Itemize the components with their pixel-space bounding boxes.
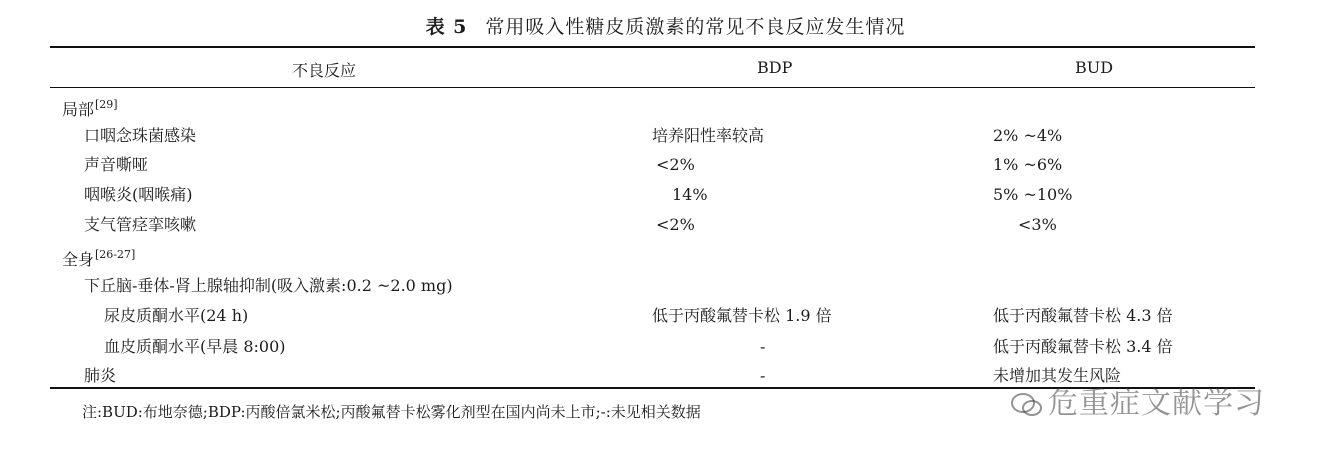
row-label: 口咽念珠菌感染 (84, 126, 197, 145)
row-label: 咽喉炎(咽喉痛) (84, 185, 193, 204)
row-label: 下丘脑-垂体-肾上腺轴抑制(吸入激素:0.2 ~2.0 mg) (84, 276, 453, 295)
wechat-icon (1010, 392, 1044, 418)
citation: [29] (95, 98, 118, 111)
column-header-bud: BUD (1075, 58, 1114, 77)
row-bdp-value: - (760, 337, 766, 356)
row-bdp-value: - (760, 366, 766, 385)
row-bud-value: 低于丙酸氟替卡松 4.3 倍 (993, 306, 1173, 325)
watermark-text: 危重症文献学习 (1048, 386, 1265, 421)
row-bdp-value: <2% (656, 155, 695, 174)
table-number: 表 5 (425, 16, 468, 38)
column-header-adverse-reaction: 不良反应 (292, 61, 357, 80)
table-row-section-local (62, 94, 118, 119)
row-bdp-value: <2% (656, 215, 695, 234)
row-bdp-value: 培养阳性率较高 (652, 126, 765, 145)
row-label: 局部 (62, 100, 95, 119)
top-rule (50, 46, 1255, 48)
header-rule (50, 87, 1255, 88)
watermark (1010, 378, 1265, 422)
table-row-section-systemic (62, 244, 136, 269)
citation: [26-27] (95, 248, 136, 261)
table-caption: 常用吸入性糖皮质激素的常见不良反应发生情况 (485, 16, 906, 38)
row-label: 声音嘶哑 (84, 155, 149, 174)
row-bud-value: 低于丙酸氟替卡松 3.4 倍 (993, 337, 1173, 356)
row-bud-value: 1% ~6% (993, 155, 1063, 174)
row-bud-value: 5% ~10% (993, 185, 1073, 204)
row-label: 肺炎 (84, 366, 117, 385)
row-bdp-value: 14% (672, 185, 708, 204)
row-bdp-value: 低于丙酸氟替卡松 1.9 倍 (652, 306, 832, 325)
row-label: 全身 (62, 250, 95, 269)
table-footnote: 注:BUD:布地奈德;BDP:丙酸倍氯米松;丙酸氟替卡松雾化剂型在国内尚未上市;-:未见相关数据 (82, 403, 701, 421)
row-bud-value: 未增加其发生风险 (993, 366, 1122, 385)
row-label: 尿皮质酮水平(24 h) (104, 306, 249, 325)
table-title (0, 12, 1331, 39)
row-bud-value: <3% (1018, 215, 1057, 234)
column-header-bdp: BDP (757, 58, 793, 77)
row-label: 血皮质酮水平(早晨 8:00) (104, 337, 286, 356)
row-bud-value: 2% ~4% (993, 126, 1063, 145)
row-label: 支气管痉挛咳嗽 (84, 215, 197, 234)
